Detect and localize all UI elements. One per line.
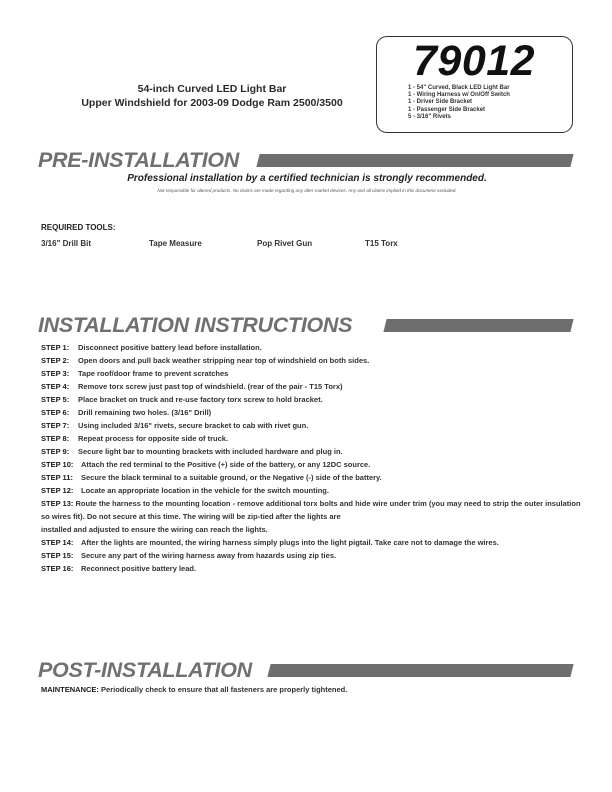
step-label: STEP 11: bbox=[41, 473, 73, 482]
maintenance-note bbox=[41, 685, 347, 694]
step-item bbox=[41, 484, 581, 497]
step-text: Remove torx screw just past top of windshield. (rear of the pair - T15 Torx) bbox=[78, 382, 343, 391]
kit-content-item: 1 - Passenger Side Bracket bbox=[408, 106, 486, 113]
section-divider-bar bbox=[256, 154, 573, 167]
tool-item: Tape Measure bbox=[149, 239, 202, 248]
step-label: STEP 1: bbox=[41, 343, 70, 352]
step-item bbox=[41, 393, 581, 406]
kit-contents-list bbox=[408, 85, 510, 121]
step-text: After the lights are mounted, the wiring harness simply plugs into the light pigtail. Take care not to damage the wires. bbox=[81, 538, 499, 547]
step-text: Using included 3/16" rivets, secure bracket to cab with rivet gun. bbox=[78, 421, 309, 430]
required-tools-heading: REQUIRED TOOLS: bbox=[41, 223, 116, 232]
kit-content-item: 1 - Driver Side Bracket bbox=[408, 99, 473, 106]
tool-item: 3/16" Drill Bit bbox=[41, 239, 92, 248]
step-label: STEP 8: bbox=[41, 434, 70, 443]
step-label: STEP 7: bbox=[41, 421, 70, 430]
step-item bbox=[41, 458, 581, 471]
pre-installation-header bbox=[38, 148, 578, 172]
step-label: STEP 9: bbox=[41, 447, 70, 456]
installation-header bbox=[38, 313, 578, 337]
step-item bbox=[41, 497, 581, 523]
step-text: Open doors and pull back weather stripping near top of windshield on both sides. bbox=[78, 356, 370, 365]
step-text: Attach the red terminal to the Positive (+) side of the battery, or any 12DC source. bbox=[81, 460, 371, 469]
step-label: STEP 3: bbox=[41, 369, 70, 378]
maintenance-text: Periodically check to ensure that all fasteners are properly tightened. bbox=[101, 685, 348, 694]
step-item bbox=[41, 471, 581, 484]
step-text: Tape roof/door frame to prevent scratches bbox=[78, 369, 229, 378]
step-label: STEP 10: bbox=[41, 460, 74, 469]
step-item bbox=[41, 549, 581, 562]
kit-content-item: 1 - Wiring Harness w/ On/Off Switch bbox=[408, 92, 510, 99]
step-text: Secure the black terminal to a suitable ground, or the Negative (-) side of the battery. bbox=[81, 473, 382, 482]
step-text: Reconnect positive battery lead. bbox=[81, 564, 197, 573]
installation-steps-list bbox=[41, 341, 581, 575]
step-item bbox=[41, 406, 581, 419]
step-item bbox=[41, 445, 581, 458]
step-text: Drill remaining two holes. (3/16" Drill) bbox=[78, 408, 212, 417]
step-item bbox=[41, 536, 581, 549]
step-13-continuation: installed and adjusted to ensure the wiring can reach the lights. bbox=[41, 525, 268, 534]
title-line-2: Upper Windshield for 2003-09 Dodge Ram 2500/3500 bbox=[81, 97, 343, 109]
step-text: Repeat process for opposite side of truck. bbox=[78, 434, 229, 443]
installation-title: INSTALLATION INSTRUCTIONS bbox=[38, 313, 353, 337]
tool-item: Pop Rivet Gun bbox=[257, 239, 313, 248]
title-line-1: 54-inch Curved LED Light Bar bbox=[137, 83, 287, 95]
step-label: STEP 6: bbox=[41, 408, 70, 417]
disclaimer-text: Not responsible for altered products. No claims are made regarding any after-market devices. Any and all claims implied in this document excluded. bbox=[157, 188, 457, 193]
tool-item: T15 Torx bbox=[365, 239, 398, 248]
part-number-box bbox=[376, 36, 573, 133]
post-installation-header bbox=[38, 658, 578, 682]
section-divider-bar bbox=[267, 664, 573, 677]
post-installation-title: POST-INSTALLATION bbox=[38, 658, 252, 682]
pre-installation-title: PRE-INSTALLATION bbox=[38, 148, 240, 172]
step-item bbox=[41, 367, 581, 380]
step-text: Secure light bar to mounting brackets with included hardware and plug in. bbox=[78, 447, 343, 456]
step-text: Secure any part of the wiring harness away from hazards using zip ties. bbox=[81, 551, 337, 560]
step-label: STEP 2: bbox=[41, 356, 70, 365]
maintenance-label: MAINTENANCE: bbox=[41, 685, 99, 694]
section-divider-bar bbox=[383, 319, 573, 332]
recommendation-text: Professional installation by a certified technician is strongly recommended. bbox=[127, 173, 487, 184]
step-text: Locate an appropriate location in the vehicle for the switch mounting. bbox=[81, 486, 329, 495]
kit-content-item: 5 - 3/16" Rivets bbox=[408, 113, 451, 120]
step-label: STEP 14: bbox=[41, 538, 74, 547]
step-text: Place bracket on truck and re-use factory torx screw to hold bracket. bbox=[78, 395, 323, 404]
step-label: STEP 12: bbox=[41, 486, 74, 495]
step-text: Route the harness to the mounting location - remove additional torx bolts and hide wire under trim (you may need to strip the outer insulation so wires fit). Do not secure at this time. The wiring will be zip-tied after the lights are bbox=[41, 499, 581, 521]
step-item bbox=[41, 354, 581, 367]
step-item bbox=[41, 380, 581, 393]
step-item bbox=[41, 419, 581, 432]
step-label: STEP 5: bbox=[41, 395, 70, 404]
step-item bbox=[41, 341, 581, 354]
part-number: 79012 bbox=[413, 37, 536, 85]
step-item bbox=[41, 562, 581, 575]
step-text: Disconnect positive battery lead before installation. bbox=[78, 343, 262, 352]
product-title bbox=[20, 82, 404, 110]
step-label: STEP 15: bbox=[41, 551, 74, 560]
step-label: STEP 4: bbox=[41, 382, 70, 391]
step-label: STEP 16: bbox=[41, 564, 74, 573]
kit-content-item: 1 - 54" Curved, Black LED Light Bar bbox=[408, 85, 510, 91]
step-label: STEP 13: bbox=[41, 499, 74, 508]
step-item bbox=[41, 432, 581, 445]
